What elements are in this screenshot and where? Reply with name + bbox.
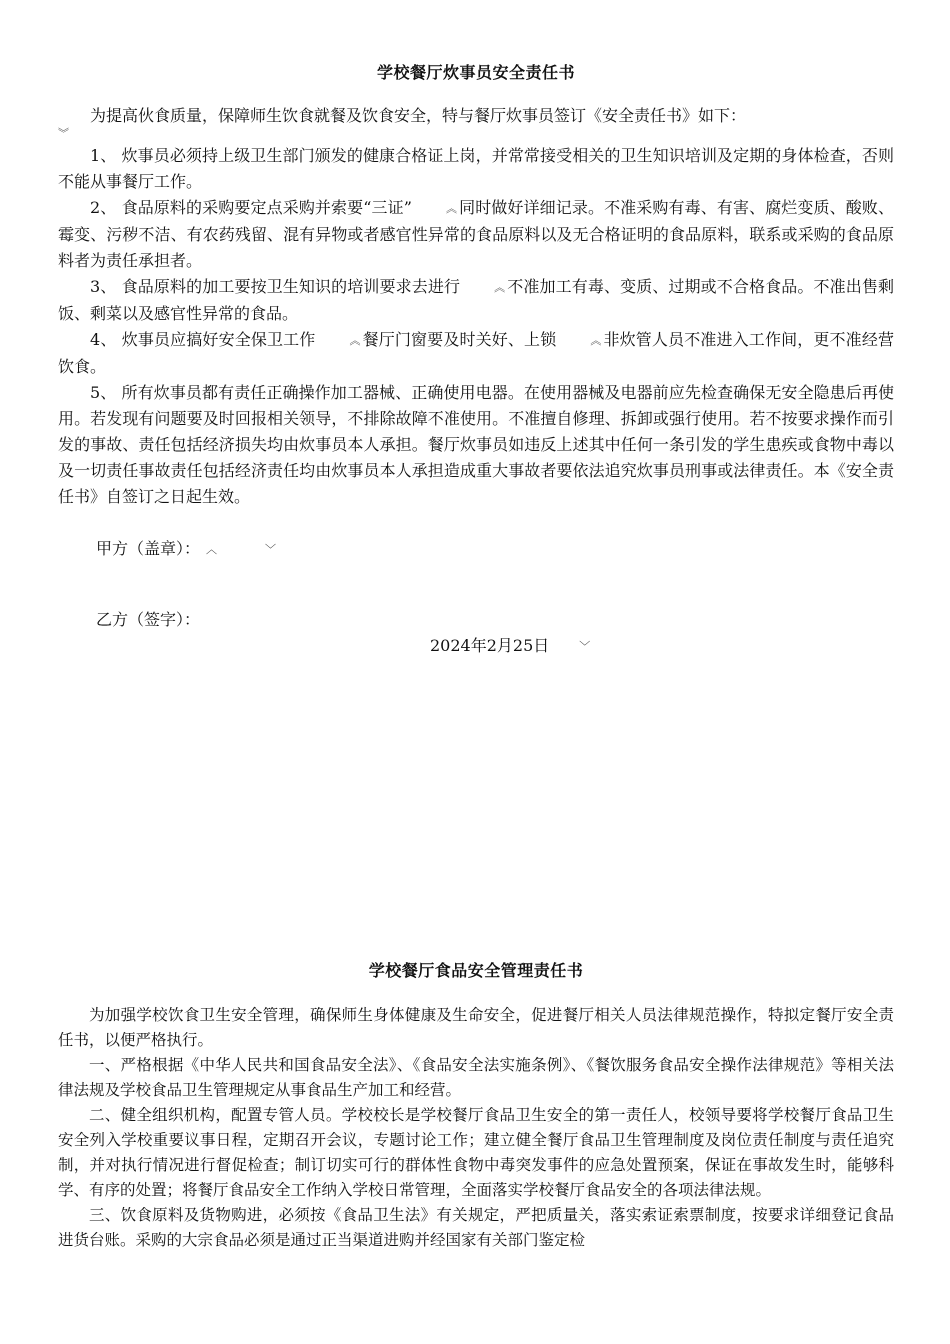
clause-2-text-b: 同时做好详细记录。不准采购有毒、有害、腐烂变质、酸败、霉变、污秽不洁、有农药残留、混有异物或者感官性异常的食品原料以及无合格证明的食品原料，联系或采购的食品原料者为责任承担者。 — [58, 198, 894, 270]
date-line — [58, 633, 894, 660]
clause-2 — [58, 195, 894, 274]
party-a-line — [58, 536, 894, 563]
intro-paragraph: 为加强学校饮食卫生安全管理，确保师生身体健康及生命安全，促进餐厅相关人员法律规范操作，特拟定餐厅安全责任书，以便严格执行。 — [58, 1006, 894, 1049]
clause-3 — [58, 274, 894, 327]
safety-responsibility-letter-cooks — [58, 60, 894, 660]
chevron-down-icon: ﹀ — [265, 543, 277, 556]
clause-4-text-a: 4、 炊事员应搞好安全保卫工作 — [90, 330, 316, 349]
intro-text: 为提高伙食质量，保障师生饮食就餐及饮食安全，特与餐厅炊事员签订《安全责任书》如下： — [90, 106, 747, 125]
chevron-up-icon: ︿ — [206, 543, 218, 556]
document-title: 学校餐厅炊事员安全责任书 — [376, 63, 575, 82]
clause-5: 5、 所有炊事员都有责任正确操作加工器械、正确使用电器。在使用器械及电器前应先检查确保无安全隐患后再使用。若发现有问题要及时回报相关领导，不排除故障不准使用。不准擅自修理、拆卸或强行使用。若不按要求操作而引发的事故、责任包括经济损失均由炊事员本人承担。餐厅炊事员如违反上述其中任何一条引发的学生患疾或食物中毒以及一切责任事故责任包括经济责任均由炊事员本人承担造成重大事故者要依法追究炊事员刑事或法律责任。本《安全责任书》自签订之日起生效。 — [58, 383, 894, 506]
double-chevron-up-icon: ︽ — [590, 334, 602, 347]
clause-3-text-a: 3、 食品原料的加工要按卫生知识的培训要求去进行 — [90, 277, 461, 296]
double-chevron-up-icon: ︽ — [445, 202, 457, 215]
clause-2-text-a: 2、 食品原料的采购要定点采购并索要“三证” — [90, 198, 412, 217]
clause-1: 1、 炊事员必须持上级卫生部门颁发的健康合格证上岗，并常常接受相关的卫生知识培训及定期的身体检查，否则不能从事餐厅工作。 — [58, 146, 894, 191]
double-chevron-up-icon: ︽ — [349, 334, 361, 347]
party-a-label: 甲方（盖章）： — [96, 539, 201, 558]
article-1: 一、严格根据《中华人民共和国食品安全法》、《食品安全法实施条例》、《餐饮服务食品安全操作法律规范》等相关法律法规及学校食品卫生管理规定从事食品生产加工和经营。 — [58, 1056, 894, 1099]
clause-4-text-c: 非炊管人员不准进入工作间，更不准经营饮食。 — [58, 330, 894, 376]
food-safety-management-letter — [58, 958, 894, 1253]
clause-4 — [58, 327, 894, 380]
document-title: 学校餐厅食品安全管理责任书 — [368, 961, 584, 980]
double-chevron-up-icon: ︽ — [494, 281, 506, 294]
double-chevron-down-icon: ︾ — [58, 127, 69, 140]
article-3: 三、饮食原料及货物购进，必须按《食品卫生法》有关规定，严把质量关，落实索证索票制度，按要求详细登记食品进货台账。采购的大宗食品必须是通过正当渠道进购并经国家有关部门鉴定检 — [58, 1206, 894, 1249]
sign-date: 2024年2月25日 — [430, 636, 550, 655]
chevron-down-icon: ﹀ — [579, 640, 591, 653]
clause-3-text-b: 不准加工有毒、变质、过期或不合格食品。不准出售剩饭、剩菜以及感官性异常的食品。 — [58, 277, 894, 323]
party-b-label: 乙方（签字）： — [96, 610, 201, 629]
party-b-line — [58, 607, 894, 633]
clause-4-text-b: 餐厅门窗要及时关好、上锁 — [362, 330, 557, 349]
article-2: 二、健全组织机构，配置专管人员。学校校长是学校餐厅食品卫生安全的第一责任人，校领导要将学校餐厅食品卫生安全列入学校重要议事日程，定期召开会议，专题讨论工作；建立健全餐厅食品卫生管理制度及岗位责任制度与责任追究制，并对执行情况进行督促检查；制订切实可行的群体性食物中毒突发事件的应急处置预案，保证在事故发生时，能够科学、有序的处置；将餐厅食品安全工作纳入学校日常管理，全面落实学校餐厅食品安全的各项法律法规。 — [58, 1106, 894, 1199]
